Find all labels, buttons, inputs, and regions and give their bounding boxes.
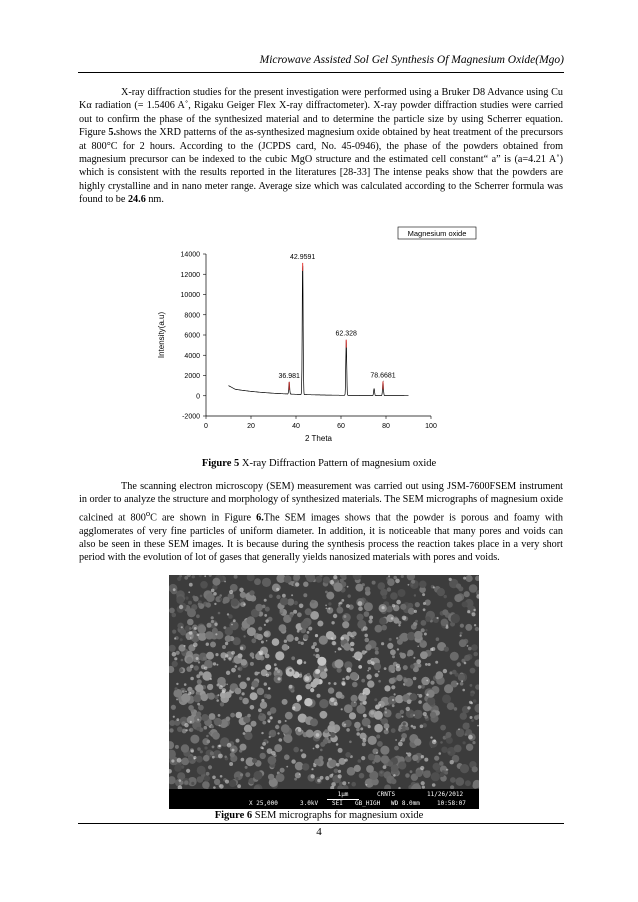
y-tick-label: 2000: [184, 373, 200, 380]
y-tick-label: 8000: [184, 312, 200, 320]
p1-size-value: 24.6: [127, 194, 146, 206]
x-tick-label: 80: [382, 423, 390, 430]
sem-scale: 1μm: [327, 790, 359, 800]
figure5-caption: [0, 458, 638, 469]
sem-date: 11/26/2012: [427, 791, 464, 798]
y-tick-label: 4000: [184, 352, 200, 360]
p2-text-b: C are shown in Figure: [150, 512, 257, 524]
sem-magnification: X 25,000: [249, 800, 278, 807]
legend-entry: Magnesium oxide: [407, 229, 467, 238]
p1-text-b: shows the XRD patterns of the as-synthesized magnesium oxide obtained by heat treatment of the precursors at 800°C for 2 hours. According to the (JCPDS card, No. 45-0946), the phase of the powders obtained from magnesium precursor can be indexed to the cubic MgO structure and the estimated cell constant“ a” is (a=4.21 A˚) which is consistent with the results reported in the literatures [28-33] The intense peaks show that the powders are highly crystalline and in nano meter range. Average size which was calculated according to the Scherrer formula was found to be: [79, 127, 563, 206]
peak-label: 62.328: [335, 330, 357, 338]
sem-info-bar: [169, 789, 479, 809]
peak-label: 42.9591: [290, 253, 316, 261]
y-tick-label: 6000: [184, 332, 200, 340]
p2-text-a: The scanning electron microscopy (SEM) measurement was carried out using JSM-7600FSEM instrument in order to analyze the structure and morphology of synthesized materials. The SEM micrographs of magnesium oxide calcined at 800: [79, 481, 563, 524]
y-axis-label: Intensity(a.u): [157, 311, 166, 359]
paragraph-sem: [79, 480, 563, 565]
p1-figure-ref: 5.: [108, 127, 116, 139]
sem-gb: GB_HIGH: [355, 800, 381, 807]
sem-wd: WD 8.0mm: [391, 800, 420, 807]
p1-text-c: nm.: [145, 194, 164, 206]
x-tick-label: 0: [204, 423, 208, 430]
footer-rule: [78, 823, 564, 824]
peak-label: 78.6681: [370, 372, 396, 380]
x-axis-label: 2 Theta: [305, 434, 332, 443]
y-tick-label: -2000: [182, 413, 200, 421]
sem-image: [169, 575, 479, 789]
y-tick-label: 0: [196, 393, 200, 401]
sem-detector: CRNTS: [377, 791, 396, 798]
figure6-caption-text: SEM micrographs for magnesium oxide: [252, 810, 424, 821]
x-tick-label: 60: [337, 423, 345, 430]
y-tick-label: 12000: [180, 271, 200, 279]
p2-degree: o: [145, 507, 151, 518]
figure6-label: Figure 6: [214, 810, 253, 821]
p2-text-c: The SEM images shows that the powder is porous and foamy with agglomerates of very fine particles of uniform diameter. In addition, it is noticeable that many pores and voids can also be seen in these SEM images. It is because during the synthesis process the reaction takes place in a very short period with the evolution of lot of gases that generally yields nanosized materials with pores and voids.: [79, 512, 564, 564]
peak-label: 36.981: [278, 372, 300, 380]
x-tick-label: 20: [247, 423, 255, 430]
y-tick-label: 10000: [180, 292, 200, 299]
paragraph-xrd: [79, 86, 563, 207]
running-header: Microwave Assisted Sol Gel Synthesis Of Magnesium Oxide(Mgo): [259, 54, 564, 66]
sem-voltage: 3.0kV: [300, 800, 319, 807]
sem-time: 10:58:07: [437, 800, 466, 807]
p1-text-a: X-ray diffraction studies for the present investigation were performed using a Bruker D8 Advance using Cu Kα radiation (= 1.5406 A˚, Rigaku Geiger Flex X-ray diffractometer). X-ray powder diffraction studies were carried out to confirm the phase of the synthesized material and to determine the particle size by using Scherrer equation. Figure: [79, 87, 563, 139]
xrd-chart-svg: [140, 222, 520, 454]
figure5-label: Figure 5: [201, 458, 240, 469]
x-tick-label: 100: [425, 423, 437, 430]
sem-mode: SEI: [332, 800, 343, 807]
x-tick-label: 40: [292, 423, 300, 430]
y-tick-label: 14000: [180, 251, 200, 259]
header-rule: [78, 72, 564, 73]
figure5-caption-text: X-ray Diffraction Pattern of magnesium oxide: [239, 458, 437, 469]
xrd-chart: [140, 222, 520, 454]
sem-micrograph: [169, 575, 479, 809]
page-number: 4: [316, 826, 322, 838]
figure6-caption: [0, 810, 638, 821]
p2-figure-ref: 6.: [256, 512, 264, 524]
